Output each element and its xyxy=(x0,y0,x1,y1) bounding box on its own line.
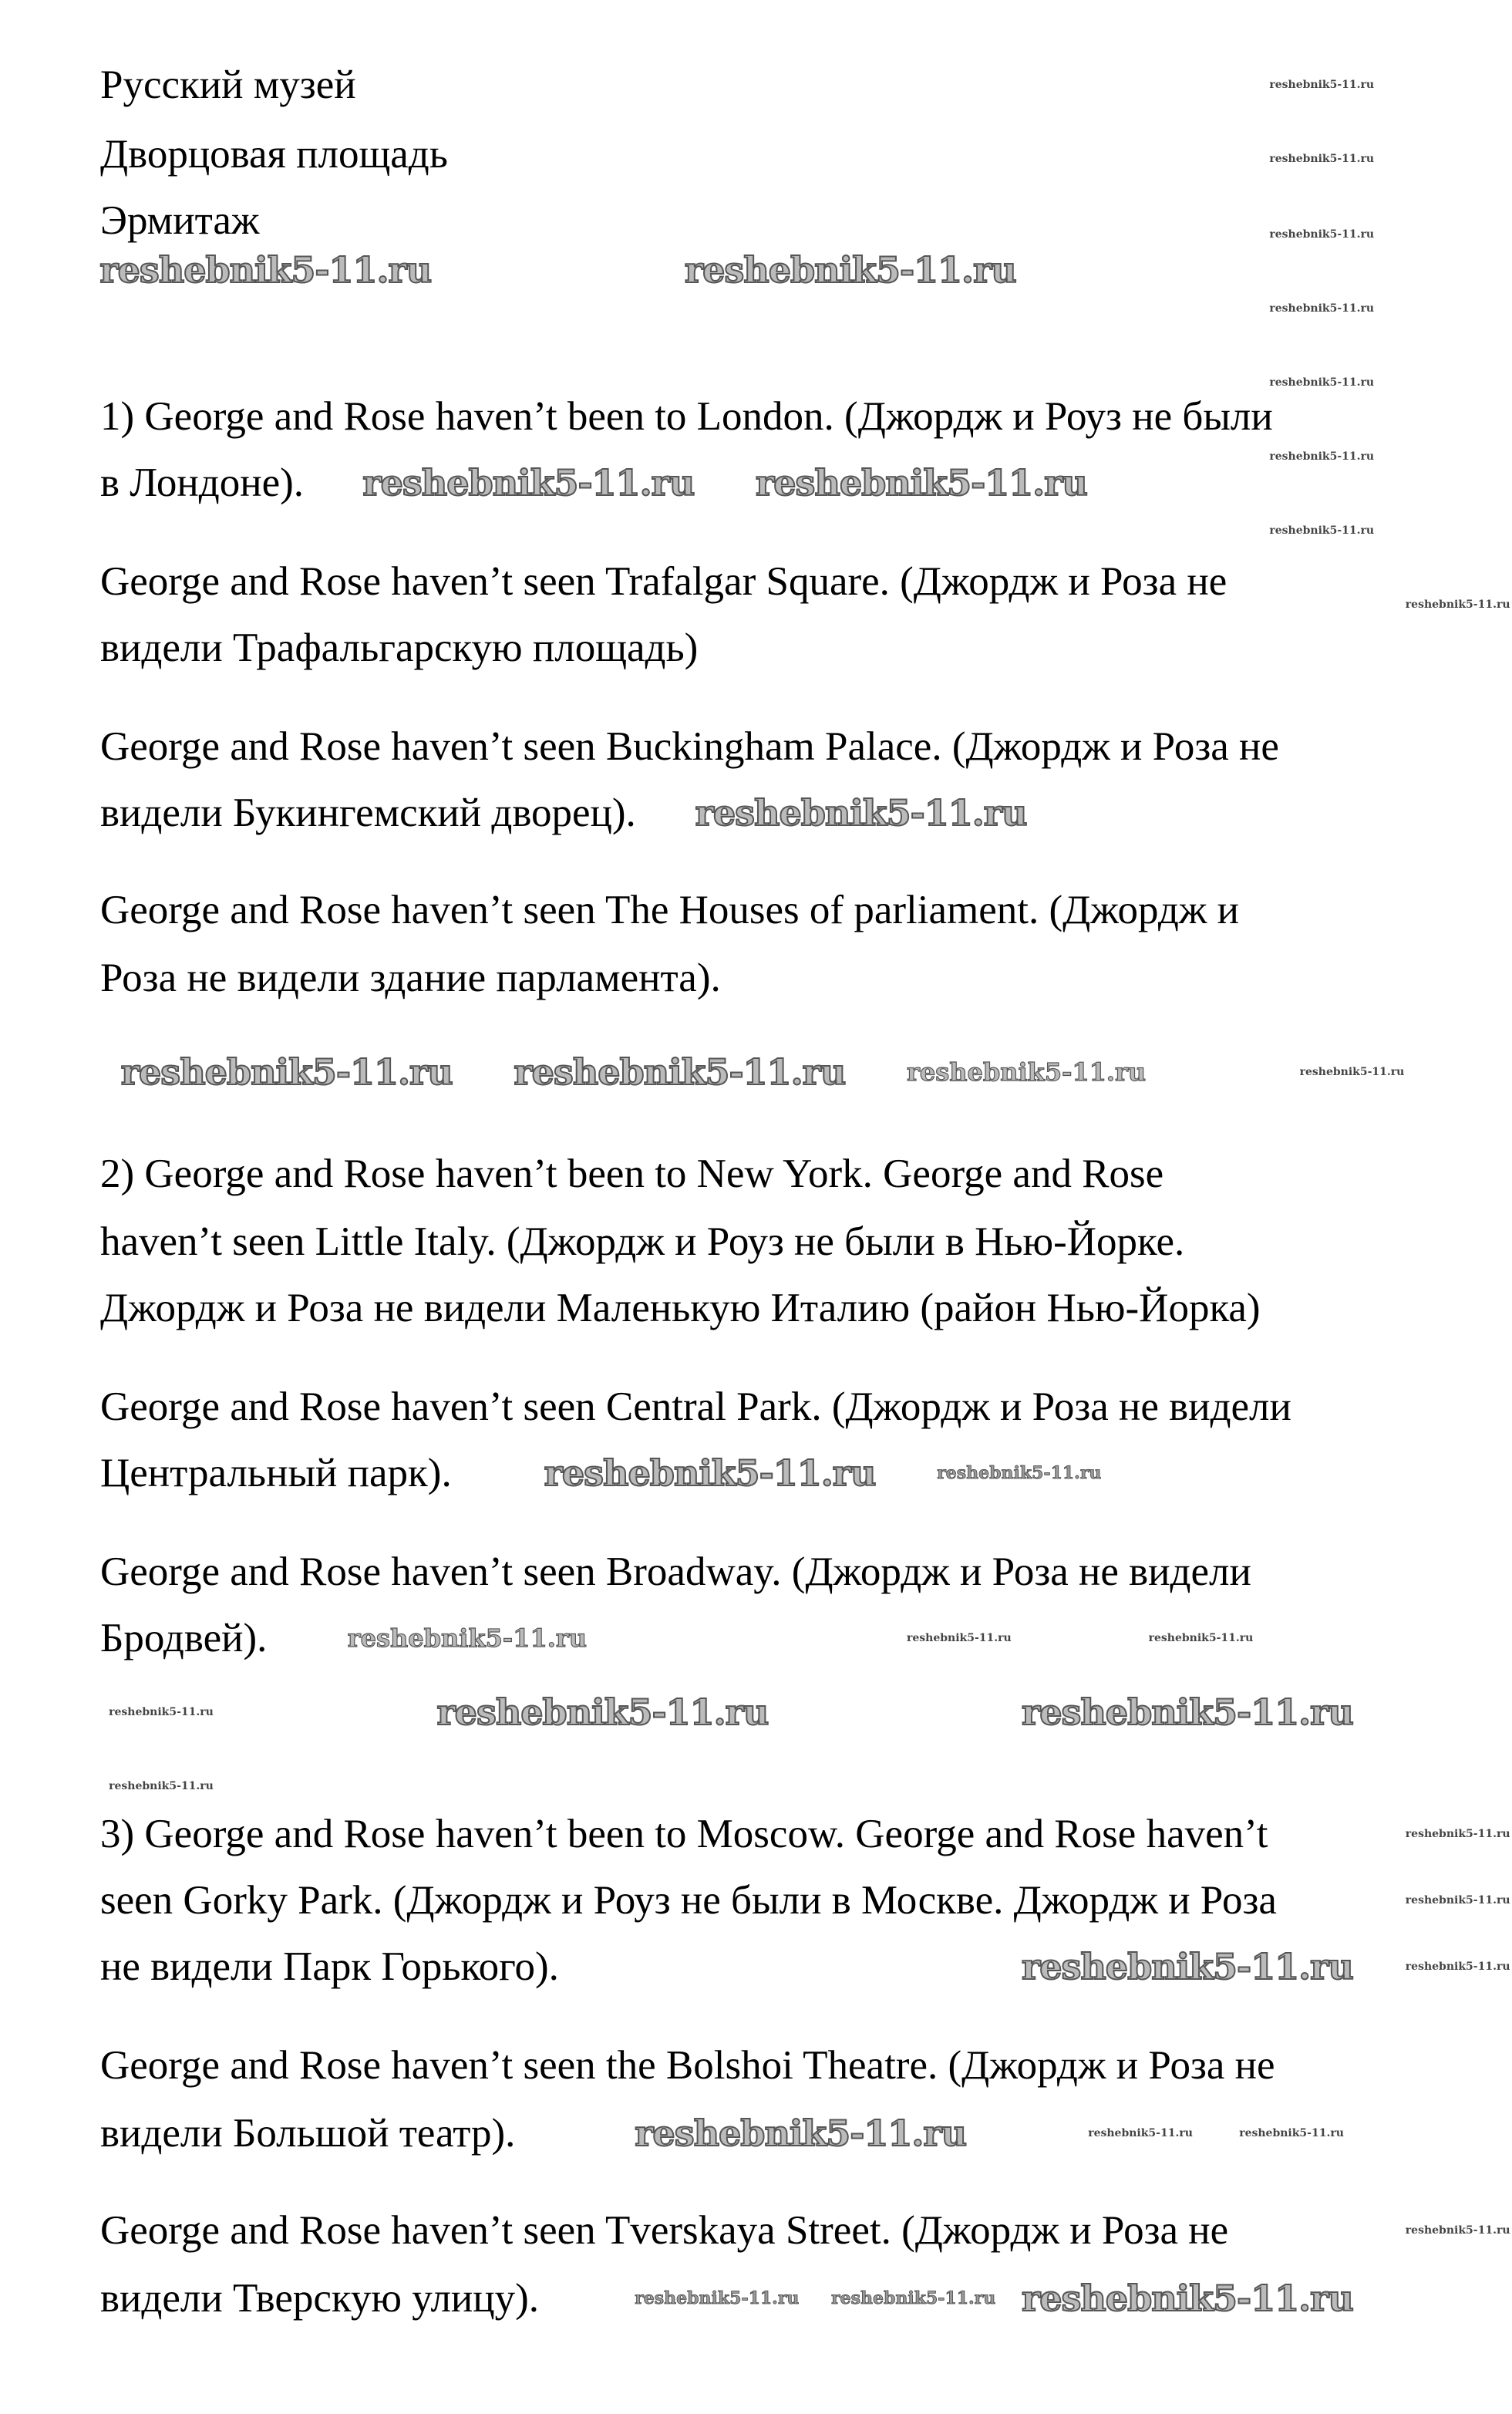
text-line: Русский музей xyxy=(100,62,356,107)
watermark: reshebnik5-11.ru xyxy=(1088,2127,1193,2139)
watermark: reshebnik5-11.ru xyxy=(347,1623,587,1653)
watermark: reshebnik5-11.ru xyxy=(1239,2127,1344,2139)
text-line: в Лондоне). xyxy=(100,460,305,505)
text-line: Роза не видели здание парламента). xyxy=(100,956,721,1000)
watermark: reshebnik5-11.ru xyxy=(684,249,1016,291)
text-line: видели Тверскую улицу). xyxy=(100,2276,540,2321)
watermark: reshebnik5-11.ru xyxy=(99,249,432,291)
watermark: reshebnik5-11.ru xyxy=(1269,79,1375,91)
text-line: 3) George and Rose haven’t been to Moscow. George and Rose haven’t xyxy=(100,1812,1268,1856)
watermark: reshebnik5-11.ru xyxy=(907,1057,1147,1087)
text-line: Центральный парк). xyxy=(100,1451,452,1495)
watermark: reshebnik5-11.ru xyxy=(514,1051,846,1093)
watermark: reshebnik5-11.ru xyxy=(1269,450,1375,463)
watermark: reshebnik5-11.ru xyxy=(907,1632,1012,1644)
text-line: George and Rose haven’t seen Trafalgar Square. (Джордж и Роза не xyxy=(100,559,1227,604)
watermark: reshebnik5-11.ru xyxy=(544,1452,876,1494)
watermark: reshebnik5-11.ru xyxy=(831,2288,996,2308)
watermark: reshebnik5-11.ru xyxy=(1269,524,1375,537)
text-line: George and Rose haven’t seen Central Park. (Джордж и Роза не видели xyxy=(100,1384,1291,1429)
text-line: George and Rose haven’t seen the Bolshoi Theatre. (Джордж и Роза не xyxy=(100,2043,1275,2088)
watermark: reshebnik5-11.ru xyxy=(1021,1691,1353,1733)
text-line: Дворцовая площадь xyxy=(100,132,448,177)
text-line: seen Gorky Park. (Джордж и Роуз не были в Москве. Джордж и Роза xyxy=(100,1878,1277,1923)
watermark: reshebnik5-11.ru xyxy=(120,1051,453,1093)
text-line: 2) George and Rose haven’t been to New York. George and Rose xyxy=(100,1151,1164,1196)
text-line: не видели Парк Горького). xyxy=(100,1944,559,1989)
watermark: reshebnik5-11.ru xyxy=(695,792,1027,834)
watermark: reshebnik5-11.ru xyxy=(362,462,695,504)
text-line: haven’t seen Little Italy. (Джордж и Роуз не были в Нью-Йорке. xyxy=(100,1219,1185,1264)
watermark: reshebnik5-11.ru xyxy=(1405,2224,1510,2237)
watermark: reshebnik5-11.ru xyxy=(756,462,1087,504)
watermark: reshebnik5-11.ru xyxy=(1405,1894,1510,1907)
watermark: reshebnik5-11.ru xyxy=(1299,1066,1405,1078)
text-line: George and Rose haven’t seen The Houses of parliament. (Джордж и xyxy=(100,888,1240,932)
text-line: Бродвей). xyxy=(100,1616,268,1660)
text-line: George and Rose haven’t seen Buckingham Palace. (Джордж и Роза не xyxy=(100,724,1279,769)
watermark: reshebnik5-11.ru xyxy=(1405,598,1510,611)
watermark: reshebnik5-11.ru xyxy=(1269,153,1375,165)
watermark: reshebnik5-11.ru xyxy=(109,1780,214,1792)
text-line: Эрмитаж xyxy=(100,198,260,243)
text-line: George and Rose haven’t seen Tverskaya Street. (Джордж и Роза не xyxy=(100,2208,1229,2253)
watermark: reshebnik5-11.ru xyxy=(1405,1828,1510,1840)
watermark: reshebnik5-11.ru xyxy=(1405,1961,1510,1973)
watermark: reshebnik5-11.ru xyxy=(635,2112,967,2154)
text-line: видели Букингемский дворец). xyxy=(100,791,636,835)
watermark: reshebnik5-11.ru xyxy=(1269,376,1375,389)
watermark: reshebnik5-11.ru xyxy=(436,1691,769,1733)
text-line: видели Трафальгарскую площадь) xyxy=(100,625,699,670)
text-line: George and Rose haven’t seen Broadway. (Джордж и Роза не видели xyxy=(100,1549,1251,1594)
watermark: reshebnik5-11.ru xyxy=(1021,1946,1353,1988)
text-line: 1) George and Rose haven’t been to London. (Джордж и Роуз не были xyxy=(100,394,1273,439)
text-line: видели Большой театр). xyxy=(100,2111,516,2156)
watermark: reshebnik5-11.ru xyxy=(635,2288,800,2308)
watermark: reshebnik5-11.ru xyxy=(937,1463,1102,1483)
watermark: reshebnik5-11.ru xyxy=(1021,2277,1353,2319)
watermark: reshebnik5-11.ru xyxy=(1269,302,1375,315)
text-line: Джордж и Роза не видели Маленькую Италию (район Нью-Йорка) xyxy=(100,1286,1261,1330)
watermark: reshebnik5-11.ru xyxy=(1269,228,1375,241)
watermark: reshebnik5-11.ru xyxy=(1148,1632,1254,1644)
watermark: reshebnik5-11.ru xyxy=(109,1706,214,1718)
